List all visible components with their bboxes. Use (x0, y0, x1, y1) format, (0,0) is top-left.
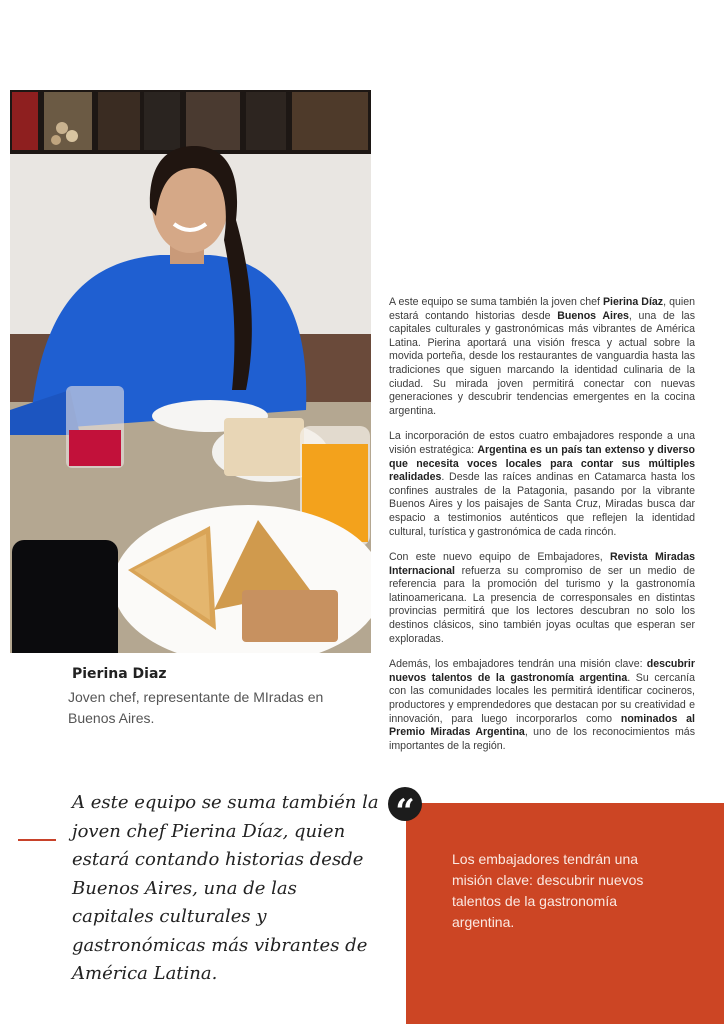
callout-text: Los embajadores tendrán una misión clave: descubrir nuevos talentos de la gastronomía argentina. (452, 851, 644, 930)
article-bold-text: Pierina Díaz (602, 296, 664, 308)
article-paragraph (389, 551, 695, 646)
callout-box (406, 803, 724, 1024)
article-paragraph (389, 430, 695, 539)
article-bold-text: Revista Miradas Internacional (389, 551, 695, 577)
article-bold-text: Argentina es un país tan extenso y diverso que necesita voces locales para contar sus múltiples realidades (389, 443, 695, 484)
article-text: La incorporación de estos cuatro embajadores responde a una visión estratégica: (389, 430, 695, 456)
article-paragraph (389, 658, 695, 753)
photo-illustration (10, 90, 371, 653)
article-text: . Su cercanía con las comunidades locales les permitirá identificar cocineros, productores y emprendedores que destacan por su creatividad e innovación, para luego incorporarlos como (389, 671, 695, 725)
article-bold-text: nominados al Premio Miradas Argentina (389, 712, 695, 739)
quote-accent-line (18, 839, 56, 841)
chef-photo (10, 90, 371, 653)
caption-description: Joven chef, representante de MIradas en Buenos Aires. (68, 689, 324, 726)
article-text: , uno de los reconocimientos más importantes de la región. (389, 726, 695, 752)
caption-name: Pierina Diaz (72, 666, 167, 682)
article-bold-text: Buenos Aires (557, 309, 629, 322)
article-text: A este equipo se suma también la joven chef (389, 296, 603, 308)
pull-quote: A este equipo se suma también la joven chef Pierina Díaz, quien estará contando historias desde Buenos Aires, una de las capitales culturales y gastronómicas más vibrantes de América Latina. (72, 792, 379, 984)
article-text: , quien estará contando historias desde (389, 296, 695, 322)
article-paragraph (389, 296, 695, 418)
article-text: Además, los embajadores tendrán una misión clave: (389, 658, 647, 671)
article-body (389, 296, 695, 765)
article-text: refuerza su compromiso de ser un medio de referencia para la promoción del turismo y la gastronomía latinoamericana. La presencia de corresponsales en distintas provincias permitirá que los lectores descubran no solo los destinos clásicos, sino también joyas ocultas que esperan ser exploradas. (389, 564, 695, 645)
article-text: Con este nuevo equipo de Embajadores, (389, 551, 610, 564)
article-text: , una de las capitales culturales y gastronómicas más vibrantes de América Latina. Pierina aportará una visión fresca y actual sobre la movida porteña, desde los restaurantes de vanguardia hasta las tradiciones que siguen marcando la identidad culinaria de la ciudad. Su mirada joven permitirá conectar con nuevas generaciones y descubrir tendencias emergentes en la cocina argentina. (389, 309, 695, 417)
article-text: . Desde las raíces andinas en Catamarca hasta los confines australes de la Patagonia, pasando por la vibrante Buenos Aires y los paisajes de Santa Cruz, Miradas busca dar espacio a testimonios auténticos que reflejen la identidad cultural, turística y gastronómica de cada rincón. (389, 471, 695, 538)
quote-icon: “ (388, 787, 422, 821)
article-bold-text: descubrir nuevos talentos de la gastronomía argentina (389, 658, 695, 684)
